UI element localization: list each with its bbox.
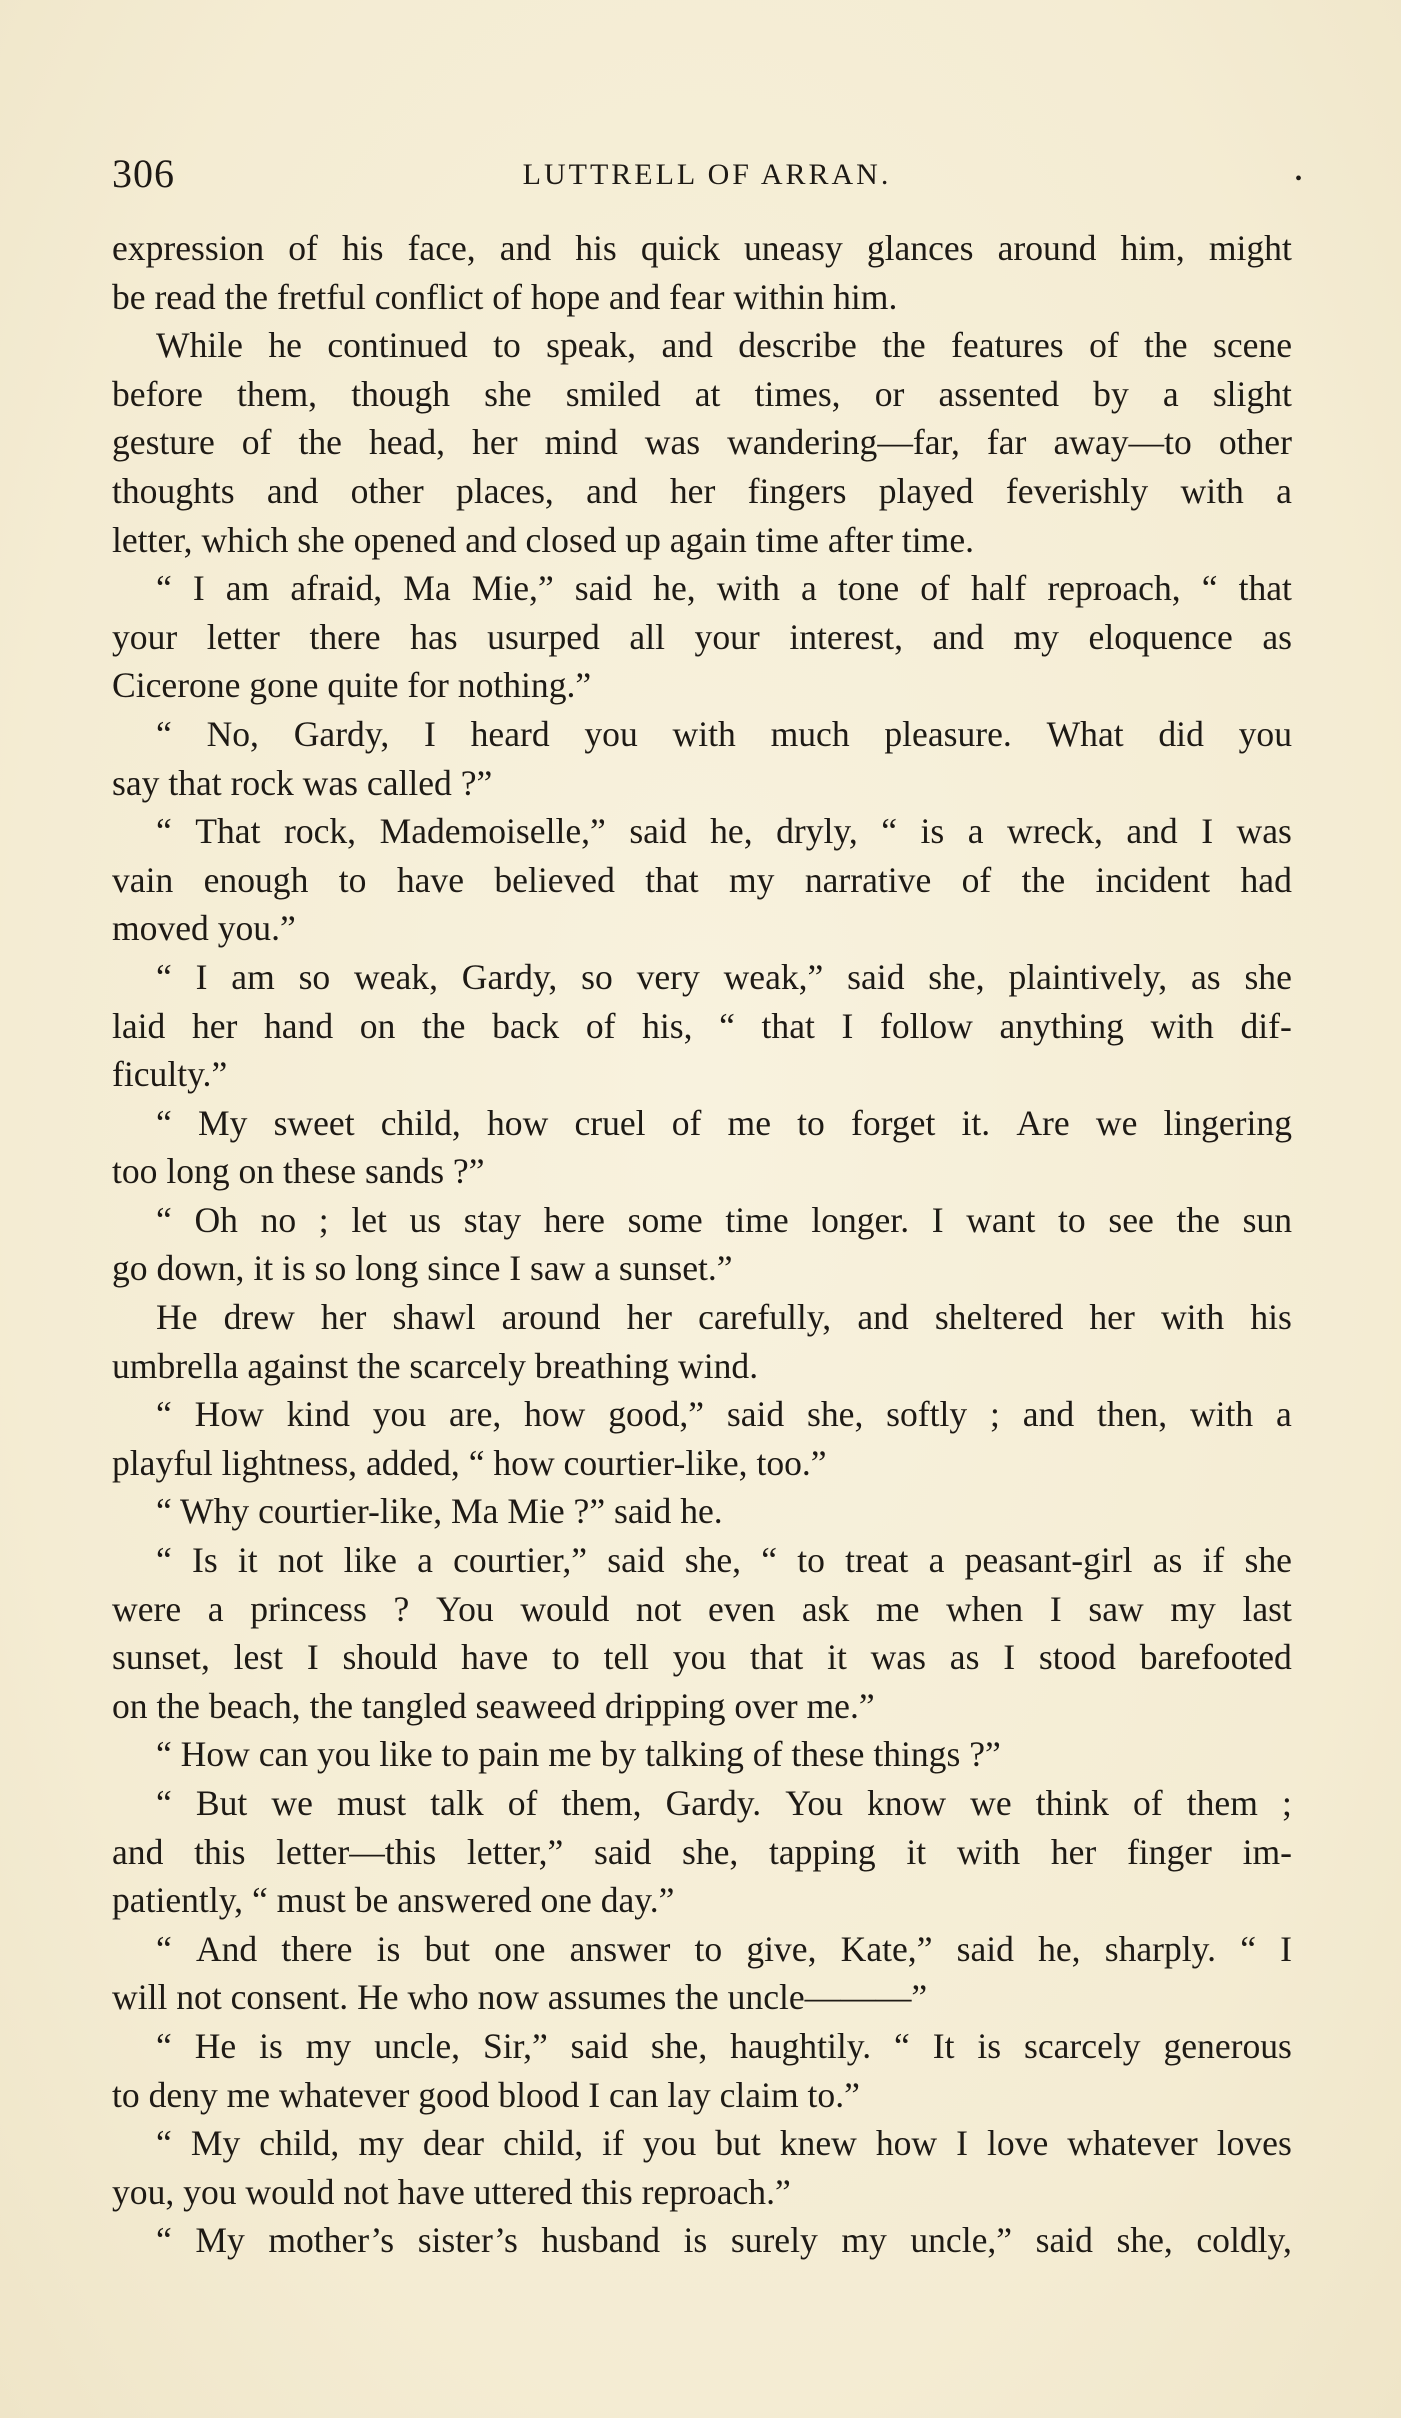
text-line: thoughts and other places, and her fingers played feverishly with a	[112, 470, 1292, 511]
text-line: “ How can you like to pain me by talking of these things ?”	[156, 1734, 1001, 1775]
text-line: you, you would not have uttered this reproach.”	[112, 2171, 791, 2212]
text-line: to deny me whatever good blood I can lay claim to.”	[112, 2074, 860, 2115]
text-line: vain enough to have believed that my narrative of the incident had	[112, 859, 1292, 900]
text-line: “ I am so weak, Gardy, so very weak,” said she, plaintively, as she	[156, 956, 1292, 997]
text-line: ficulty.”	[112, 1054, 228, 1095]
text-line: were a princess ? You would not even ask me when I saw my last	[112, 1588, 1292, 1629]
text-line: “ No, Gardy, I heard you with much pleasure. What did you	[156, 713, 1292, 754]
text-line: your letter there has usurped all your interest, and my eloquence as	[112, 616, 1292, 657]
text-line: “ How kind you are, how good,” said she, softly ; and then, with a	[156, 1394, 1292, 1435]
text-line: go down, it is so long since I saw a sunset.”	[112, 1248, 733, 1289]
text-line: “ I am afraid, Ma Mie,” said he, with a tone of half reproach, “ that	[156, 568, 1292, 609]
text-line: “ Why courtier-like, Ma Mie ?” said he.	[156, 1491, 723, 1532]
text-line: and this letter—this letter,” said she, tapping it with her finger im-	[112, 1831, 1292, 1872]
text-line: gesture of the head, her mind was wandering—far, far away—to other	[112, 422, 1292, 463]
text-line: “ Is it not like a courtier,” said she, “ to treat a peasant-girl as if she	[156, 1540, 1292, 1581]
text-line: moved you.”	[112, 908, 296, 949]
text-line: sunset, lest I should have to tell you that it was as I stood barefooted	[112, 1637, 1292, 1678]
text-line: patiently, “ must be answered one day.”	[112, 1880, 675, 1921]
text-line: will not consent. He who now assumes the uncle———”	[112, 1977, 928, 2018]
text-line: “ That rock, Mademoiselle,” said he, dryly, “ is a wreck, and I was	[156, 811, 1292, 852]
text-line: letter, which she opened and closed up again time after time.	[112, 519, 975, 560]
text-line: “ And there is but one answer to give, Kate,” said he, sharply. “ I	[156, 1928, 1292, 1969]
text-line: on the beach, the tangled seaweed dripping over me.”	[112, 1685, 875, 1726]
text-line: “ He is my uncle, Sir,” said she, haughtily. “ It is scarcely generous	[156, 2025, 1292, 2066]
text-line: He drew her shawl around her carefully, and sheltered her with his	[156, 1297, 1292, 1338]
text-line: umbrella against the scarcely breathing wind.	[112, 1345, 759, 1386]
text-line: Cicerone gone quite for nothing.”	[112, 665, 592, 706]
text-line: “ Oh no ; let us stay here some time longer. I want to see the sun	[156, 1199, 1292, 1240]
body-text	[112, 224, 1292, 2265]
page-header	[112, 150, 1302, 210]
text-line: “ My mother’s sister’s husband is surely my uncle,” said she, coldly,	[156, 2220, 1292, 2261]
text-line: “ My child, my dear child, if you but knew how I love whatever loves	[156, 2123, 1292, 2164]
text-line: laid her hand on the back of his, “ that I follow anything with dif-	[112, 1005, 1292, 1046]
text-line: too long on these sands ?”	[112, 1151, 485, 1192]
text-line: “ But we must talk of them, Gardy. You know we think of them ;	[156, 1783, 1292, 1823]
text-line: While he continued to speak, and describe the features of the scene	[156, 325, 1292, 366]
page-number: 306	[112, 151, 175, 196]
text-line: be read the fretful conflict of hope and fear within him.	[112, 276, 898, 317]
text-line: before them, though she smiled at times, or assented by a slight	[112, 373, 1292, 414]
print-speck: •	[1294, 168, 1302, 190]
running-title: LUTTRELL OF ARRAN.	[522, 158, 892, 191]
text-line: expression of his face, and his quick uneasy glances around him, might	[112, 228, 1292, 268]
text-line: say that rock was called ?”	[112, 762, 493, 803]
text-line: “ My sweet child, how cruel of me to forget it. Are we lingering	[156, 1102, 1292, 1143]
text-line: playful lightness, added, “ how courtier-like, too.”	[112, 1442, 827, 1483]
